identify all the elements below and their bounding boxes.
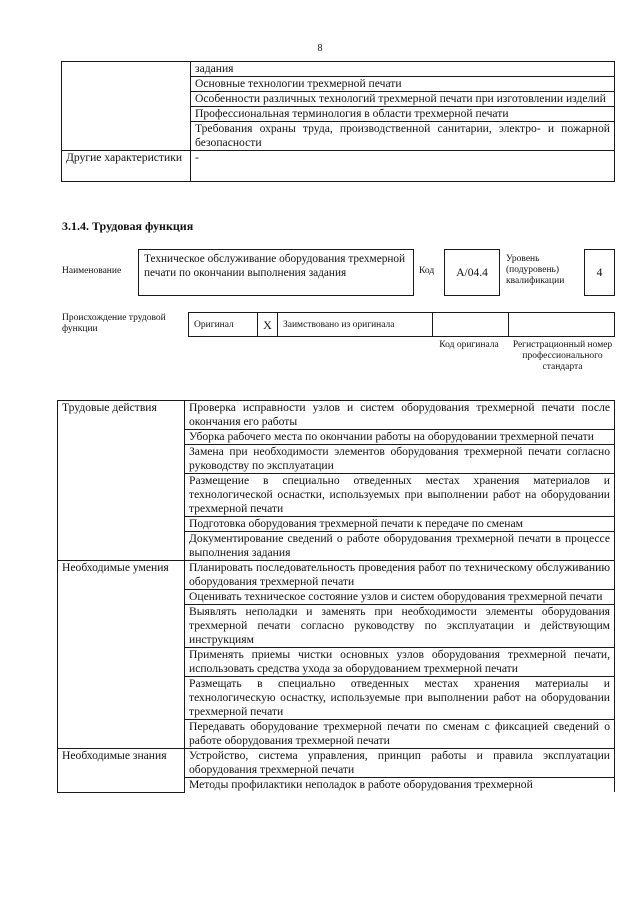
table-cell: Передавать оборудование трехмерной печати по сменам с фиксацией сведений о работе оборудования трехмерной печати (185, 720, 615, 749)
table-cell: Проверка исправности узлов и систем оборудования трехмерной печати после окончания его работы (185, 401, 615, 430)
table-cell: задания (191, 62, 615, 77)
table-row (62, 151, 615, 182)
table-cell: Уборка рабочего места по окончании работы на оборудовании трехмерной печати (185, 430, 615, 445)
previous-function-table (61, 61, 615, 182)
origin-original-cell: Оригинал (189, 313, 258, 337)
origin-borrowed-cell: Заимствовано из оригинала (278, 313, 433, 337)
origin-label: Происхождение трудовой функции (62, 313, 166, 334)
table-row (58, 401, 615, 430)
name-label: Наименование (62, 266, 122, 276)
required-skills-label: Необходимые умения (58, 561, 185, 749)
origin-registration-cell (509, 313, 615, 337)
table-cell: Требования охраны труда, производственной санитарии, электро- и пожарной безопасности (191, 122, 615, 151)
origin-table (188, 312, 615, 337)
other-characteristics-label: Другие характеристики (62, 151, 191, 182)
original-code-caption: Код оригинала (439, 340, 499, 350)
table-cell: Размещение в специально отведенных местах хранения материалов и технологической оснастки, используемых при выполнении работ на оборудовании трехмерной печати (185, 474, 615, 517)
table-cell: Подготовка оборудования трехмерной печати к передаче по сменам (185, 517, 615, 532)
table-cell: Планировать последовательность проведения работ по техническому обслуживанию оборудования трехмерной печати (185, 561, 615, 590)
page-number: 8 (317, 43, 323, 54)
qualification-level-label: Уровень (подуровень) квалификации (506, 254, 565, 286)
table-cell: Замена при необходимости элементов оборудования трехмерной печати согласно руководству по эксплуатации (185, 445, 615, 474)
function-name-box: Техническое обслуживание оборудования трехмерной печати по окончании выполнения задания (138, 249, 414, 296)
labor-actions-label: Трудовые действия (58, 401, 185, 561)
section-heading: 3.1.4. Трудовая функция (62, 219, 194, 233)
labor-function-table (57, 400, 615, 793)
table-cell: Выявлять неполадки и заменять при необходимости элементы оборудования трехмерной печати согласно руководству по эксплуатации и действующим инструкциям (185, 605, 615, 648)
origin-code-cell (433, 313, 509, 337)
table-cell: Основные технологии трехмерной печати (191, 77, 615, 92)
table-cell: Устройство, система управления, принцип работы и правила эксплуатации оборудования трехмерной печати (185, 749, 615, 778)
registration-number-caption: Регистрационный номер профессионального стандарта (512, 340, 613, 372)
table-cell: Оценивать техническое состояние узлов и систем оборудования трехмерной печати (185, 590, 615, 605)
empty-category-cell (62, 62, 191, 151)
table-row (58, 749, 615, 778)
table-row (189, 313, 615, 337)
origin-mark-cell: X (258, 313, 278, 337)
table-cell: Методы профилактики неполадок в работе оборудования трехмерной (185, 778, 615, 793)
table-row (62, 62, 615, 77)
table-cell: Размещать в специально отведенных местах хранения материалы и технологическую оснастку, используемые при выполнении работ на оборудовании трехмерной печати (185, 677, 615, 720)
other-characteristics-value: - (191, 151, 615, 182)
function-code-box (444, 249, 500, 296)
qualification-level-value: 4 (596, 266, 603, 279)
table-cell: Особенности различных технологий трехмерной печати при изготовлении изделий (191, 92, 615, 107)
table-cell: Документирование сведений о работе оборудования трехмерной печати в процессе выполнения задания (185, 532, 615, 561)
table-cell: Применять приемы чистки основных узлов оборудования трехмерной печати, использовать средства ухода за оборудованием трехмерной печати (185, 648, 615, 677)
qualification-level-box (584, 249, 615, 296)
table-cell: Профессиональная терминология в области трехмерной печати (191, 107, 615, 122)
function-code-value: A/04.4 (456, 266, 488, 279)
table-row (58, 561, 615, 590)
code-label: Код (419, 266, 435, 276)
required-knowledge-label: Необходимые знания (58, 749, 185, 793)
